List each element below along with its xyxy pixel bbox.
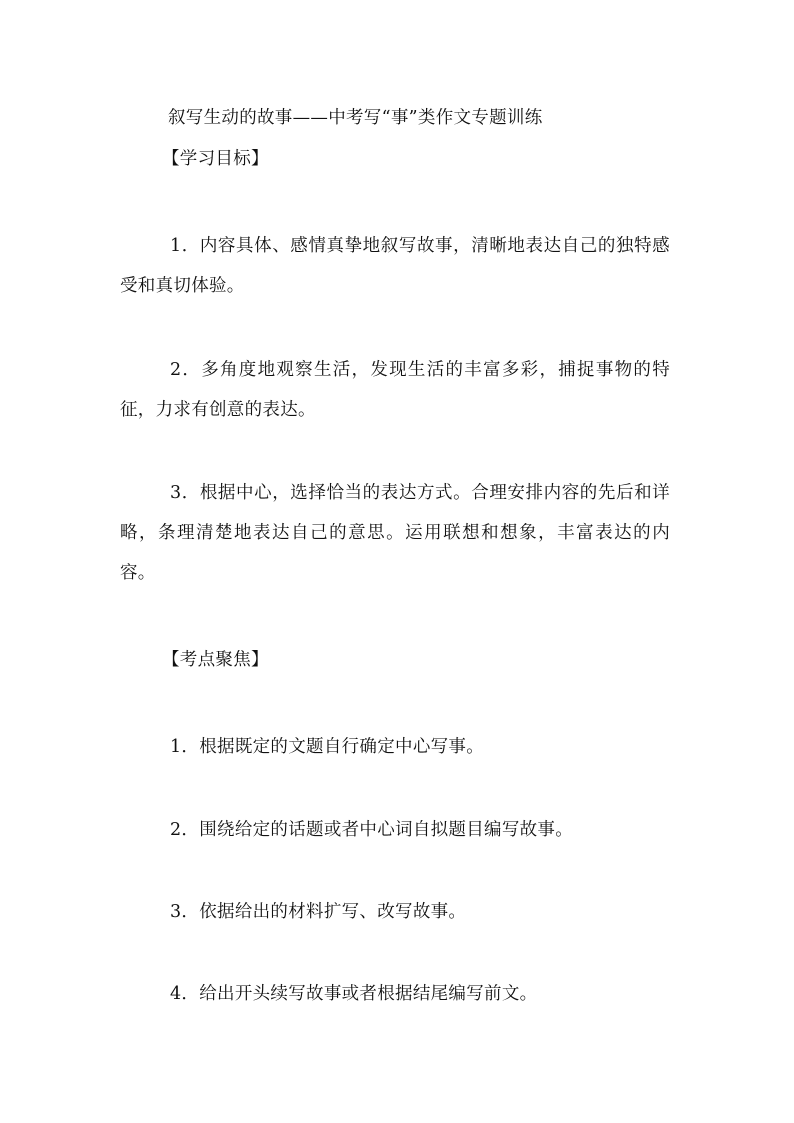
exam-focus-item: 2．围绕给定的话题或者中心词自拟题目编写故事。	[170, 820, 574, 840]
exam-focus-item: 4．给出开头续写故事或者根据结尾编写前文。	[170, 984, 538, 1004]
learning-goal-item: 1．内容具体、感情真挚地叙写故事，清晰地表达自己的独特感受和真切体验。	[120, 236, 670, 296]
section-heading-exam-focus: 【考点聚焦】	[162, 650, 269, 670]
exam-focus-item: 1．根据既定的文题自行确定中心写事。	[170, 737, 485, 757]
learning-goal-item: 2．多角度地观察生活，发现生活的丰富多彩，捕捉事物的特征，力求有创意的表达。	[120, 360, 670, 420]
exam-focus-item: 3．依据给出的材料扩写、改写故事。	[170, 902, 467, 922]
learning-goal-item: 3．根据中心，选择恰当的表达方式。合理安排内容的先后和详略，条理清楚地表达自己的意思。运用联想和想象，丰富表达的内容。	[120, 483, 670, 583]
section-heading-learning-goals: 【学习目标】	[162, 149, 269, 169]
document-title: 叙写生动的故事——中考写“事”类作文专题训练	[168, 108, 543, 128]
